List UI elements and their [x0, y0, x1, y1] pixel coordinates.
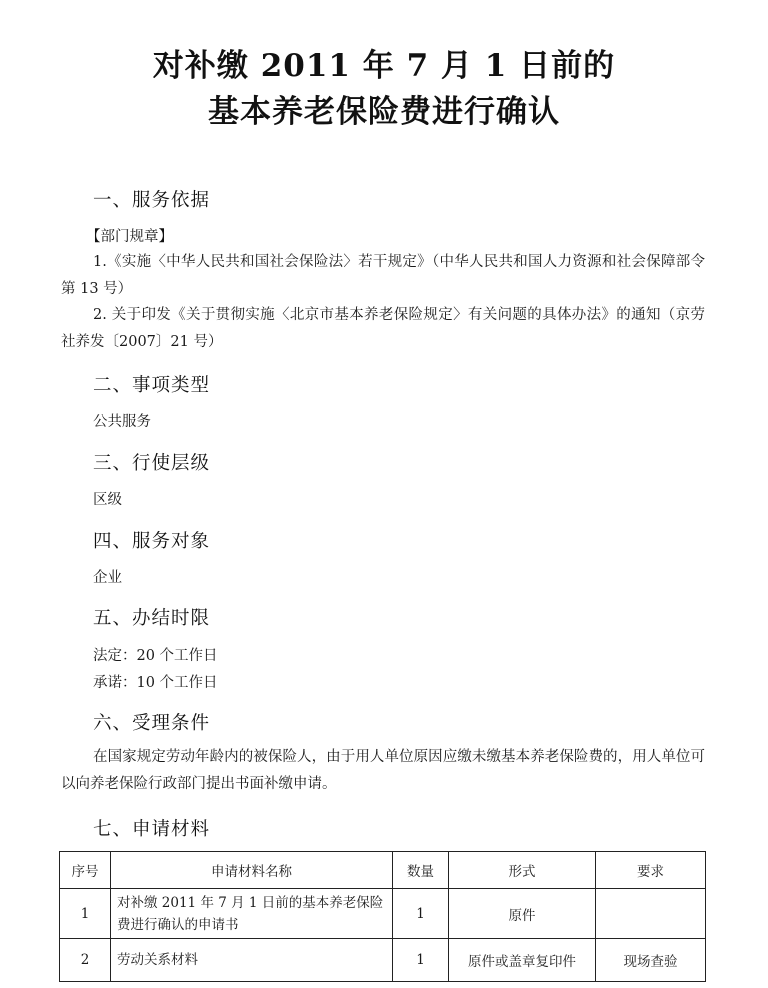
row-number: 2 — [60, 939, 111, 982]
material-name: 劳动关系材料 — [111, 939, 393, 982]
conditions-text: 在国家规定劳动年龄内的被保险人，由于用人单位原因应缴未缴基本养老保险费的，用人单位可以向养老保险行政部门提出书面补缴申请。 — [61, 749, 705, 792]
regulation-tag: 【部门规章】 — [86, 229, 173, 245]
material-form: 原件 — [449, 889, 596, 939]
section-heading-time-limit: 五、办结时限 — [93, 608, 211, 629]
column-header-number: 序号 — [60, 852, 111, 889]
page-title-line-1: 对补缴 2011 年 7 月 1 日前的 — [152, 48, 616, 84]
table-row — [60, 939, 706, 982]
type-value: 公共服务 — [93, 414, 151, 430]
section-heading-conditions: 六、受理条件 — [93, 713, 211, 734]
material-form: 原件或盖章复印件 — [449, 939, 596, 982]
time-limit-legal: 法定：20 个工作日 — [93, 648, 218, 664]
section-heading-level: 三、行使层级 — [93, 453, 211, 474]
time-limit-promised: 承诺：10 个工作日 — [93, 675, 218, 691]
section-heading-materials: 七、申请材料 — [93, 819, 211, 840]
section-heading-type: 二、事项类型 — [93, 375, 211, 396]
column-header-requirement: 要求 — [596, 852, 706, 889]
column-header-quantity: 数量 — [393, 852, 449, 889]
materials-table — [59, 851, 706, 982]
level-value: 区级 — [93, 492, 122, 508]
row-number: 1 — [60, 889, 111, 939]
table-row — [60, 889, 706, 939]
basis-item-2: 2. 关于印发《关于贯彻实施〈北京市基本养老保险规定〉有关问题的具体办法》的通知（京劳社养发〔2007〕21 号） — [61, 307, 705, 350]
basis-item-1: 1.《实施〈中华人民共和国社会保险法〉若干规定》（中华人民共和国人力资源和社会保障部令第 13 号） — [61, 254, 705, 297]
material-quantity: 1 — [393, 889, 449, 939]
material-requirement — [596, 889, 706, 939]
section-heading-basis: 一、服务依据 — [93, 190, 211, 211]
table-header-row — [60, 852, 706, 889]
material-requirement: 现场查验 — [596, 939, 706, 982]
column-header-name: 申请材料名称 — [111, 852, 393, 889]
material-quantity: 1 — [393, 939, 449, 982]
material-name: 对补缴 2011 年 7 月 1 日前的基本养老保险费进行确认的申请书 — [111, 889, 393, 939]
target-value: 企业 — [93, 570, 122, 586]
column-header-form: 形式 — [449, 852, 596, 889]
page-title-line-2: 基本养老保险费进行确认 — [208, 94, 560, 130]
section-heading-target: 四、服务对象 — [93, 531, 211, 552]
